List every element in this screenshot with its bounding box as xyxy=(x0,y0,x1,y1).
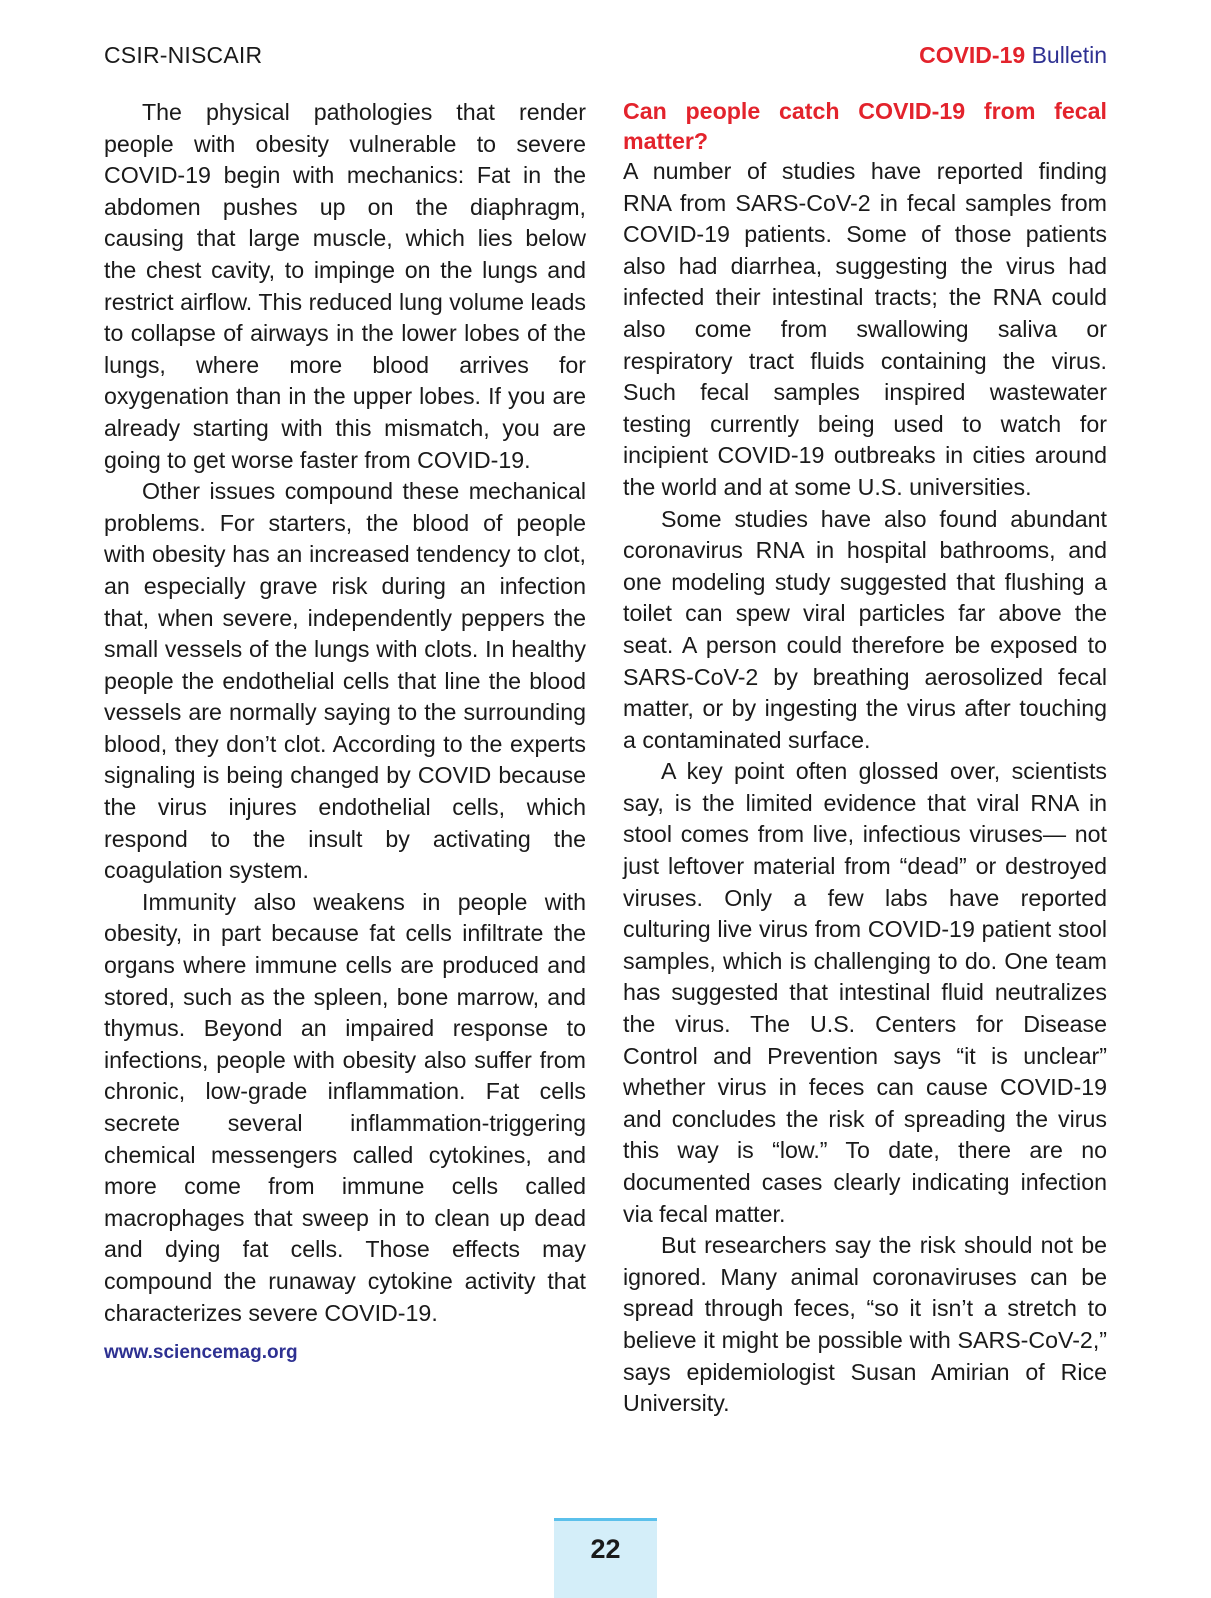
right-paragraph-3: A key point often glossed over, scientists say, is the limited evidence that viral RNA in stool comes from live, infectious viruses— not just leftover material from “dead” or destroyed viruses. Only a few labs have reported culturing live virus from COVID-19 patient stool samples, which is challenging to do. One team has suggested that intestinal fluid neutralizes the virus. The U.S. Centers for Disease Control and Prevention says “it is unclear” whether virus in feces can cause COVID-19 and concludes the risk of spreading the virus this way is “low.” To date, there are no documented cases clearly indicating infection via fecal matter. xyxy=(623,758,1107,1227)
left-paragraph-3: Immunity also weakens in people with obesity, in part because fat cells infiltrate the organs where immune cells are produced and stored, such as the spleen, bone marrow, and thymus. Beyond an impaired response to infections, people with obesity also suffer from chronic, low-grade inflammation. Fat cells secrete several inflammation-triggering chemical messengers called cytokines, and more come from immune cells called macrophages that sweep in to clean up dead and dying fat cells. Those effects may compound the runaway cytokine activity that characterizes severe COVID-19. xyxy=(104,888,586,1326)
bulletin-suffix: Bulletin xyxy=(1031,42,1107,68)
section-heading: Can people catch COVID-19 from fecal matter? xyxy=(623,98,1107,154)
publisher-name: CSIR-NISCAIR xyxy=(104,42,263,68)
left-paragraph-1: The physical pathologies that render people with obesity vulnerable to severe COVID-19 begin with mechanics: Fat in the abdomen pushes up on the diaphragm, causing that large muscle, which lies below the chest cavity, to impinge on the lungs and restrict airflow. This reduced lung volume leads to collapse of airways in the lower lobes of the lungs, where more blood arrives for oxygenation than in the upper lobes. If you are already starting with this mismatch, you are going to get worse faster from COVID-19. xyxy=(104,99,586,473)
page-number: 22 xyxy=(590,1534,621,1564)
left-column xyxy=(104,97,586,1369)
bulletin-brand: COVID-19 xyxy=(919,42,1026,68)
source-link[interactable]: www.sciencemag.org xyxy=(104,1342,298,1364)
bulletin-title xyxy=(919,42,1107,69)
right-paragraph-2: Some studies have also found abundant coronavirus RNA in hospital bathrooms, and one modeling study suggested that flushing a toilet can spew viral particles far above the seat. A person could therefore be exposed to SARS-CoV-2 by breathing aerosolized fecal matter, or by ingesting the virus after touching a contaminated surface. xyxy=(623,505,1107,753)
page-number-box xyxy=(554,1518,657,1598)
right-column xyxy=(623,96,1107,1420)
left-paragraph-2: Other issues compound these mechanical problems. For starters, the blood of people with obesity has an increased tendency to clot, an especially grave risk during an infection that, when severe, independently peppers the small vessels of the lungs with clots. In healthy people the endothelial cells that line the blood vessels are normally saying to the surrounding blood, they don’t clot. According to the experts signaling is being changed by COVID because the virus injures endothelial cells, which respond to the insult by activating the coagulation system. xyxy=(104,478,586,884)
right-paragraph-4: But researchers say the risk should not be ignored. Many animal coronaviruses can be spread through feces, “so it isn’t a stretch to believe it might be possible with SARS-CoV-2,” says epidemiologist Susan Amirian of Rice University. xyxy=(623,1232,1107,1417)
right-paragraph-1: A number of studies have reported finding RNA from SARS-CoV-2 in fecal samples from COVID-19 patients. Some of those patients also had diarrhea, suggesting the virus had infected their intestinal tracts; the RNA could also come from swallowing saliva or respiratory tract fluids containing the virus. Such fecal samples inspired wastewater testing currently being used to watch for incipient COVID-19 outbreaks in cities around the world and at some U.S. universities. xyxy=(623,158,1107,500)
